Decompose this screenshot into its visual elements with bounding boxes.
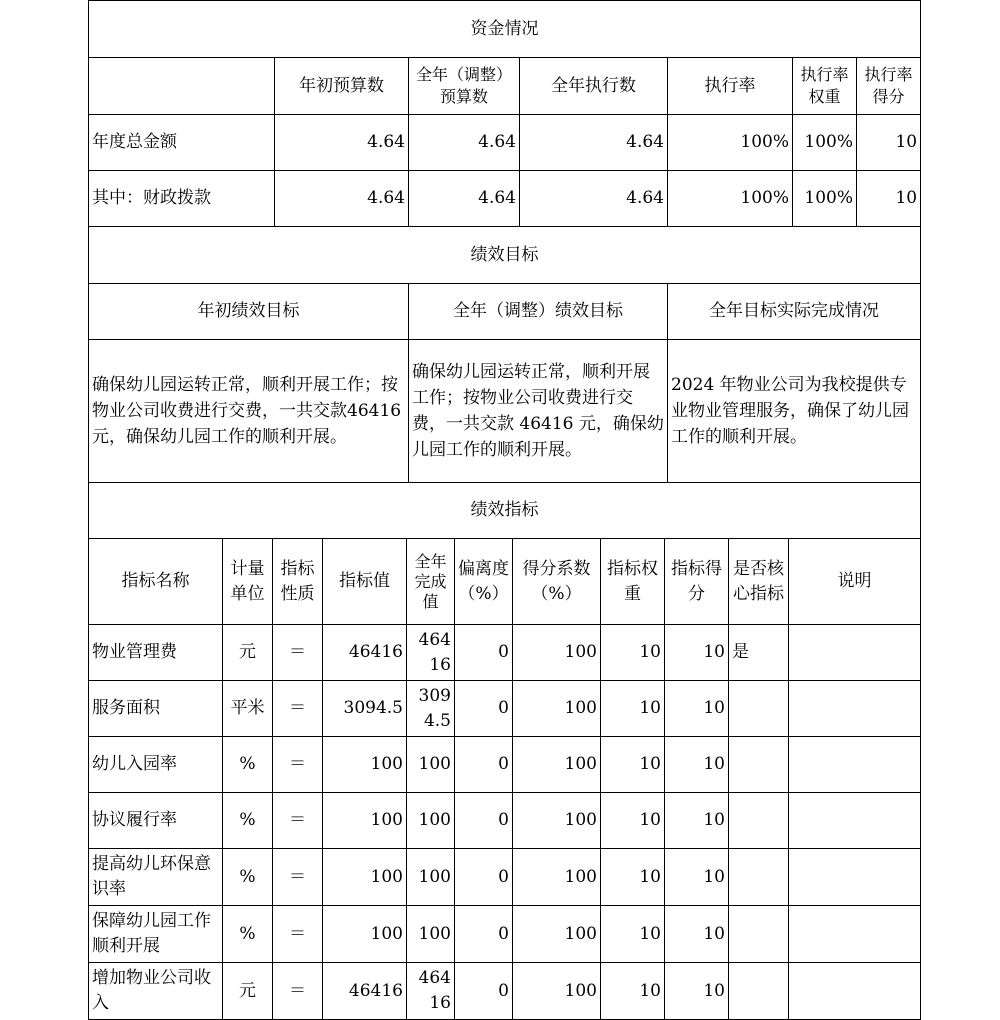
ind-weight: 10 [601, 906, 665, 963]
ind-note [789, 906, 921, 963]
ind-unit: 平米 [223, 681, 273, 737]
ind-deviation: 0 [455, 793, 513, 849]
ind-deviation: 0 [455, 963, 513, 1020]
ind-header-deviation: 偏离度（%） [455, 539, 513, 625]
ind-score: 10 [665, 681, 729, 737]
funds-row-adjusted: 4.64 [409, 115, 520, 171]
table-row [89, 793, 921, 849]
ind-weight: 10 [601, 963, 665, 1020]
ind-coefficient: 100 [513, 906, 601, 963]
ind-header-coefficient: 得分系数（%） [513, 539, 601, 625]
ind-note [789, 793, 921, 849]
ind-header-name: 指标名称 [89, 539, 223, 625]
funds-row-executed: 4.64 [520, 115, 668, 171]
ind-coefficient: 100 [513, 625, 601, 681]
funds-header-blank [89, 58, 275, 115]
ind-weight: 10 [601, 849, 665, 906]
goals-actual-text: 2024 年物业公司为我校提供专业物业管理服务，确保了幼儿园工作的顺利开展。 [668, 340, 921, 483]
ind-unit: % [223, 849, 273, 906]
table-row [89, 906, 921, 963]
ind-header-unit: 计量单位 [223, 539, 273, 625]
funds-row [89, 171, 921, 227]
funds-row-score: 10 [857, 171, 921, 227]
funds-row-weight: 100% [793, 171, 857, 227]
ind-header-value: 指标值 [323, 539, 407, 625]
table-row [89, 681, 921, 737]
ind-deviation: 0 [455, 906, 513, 963]
ind-name: 保障幼儿园工作顺利开展 [89, 906, 223, 963]
ind-nature: ＝ [273, 849, 323, 906]
ind-score: 10 [665, 906, 729, 963]
ind-note [789, 963, 921, 1020]
goals-table [88, 226, 921, 483]
ind-header-weight: 指标权重 [601, 539, 665, 625]
ind-header-score: 指标得分 [665, 539, 729, 625]
ind-core [729, 737, 789, 793]
ind-nature: ＝ [273, 737, 323, 793]
ind-deviation: 0 [455, 625, 513, 681]
ind-deviation: 0 [455, 737, 513, 793]
table-row [89, 849, 921, 906]
ind-core [729, 963, 789, 1020]
ind-completed: 46416 [407, 963, 455, 1020]
indicators-section-title: 绩效指标 [89, 483, 921, 539]
ind-value: 46416 [323, 625, 407, 681]
ind-name: 协议履行率 [89, 793, 223, 849]
goals-header-initial: 年初绩效目标 [89, 284, 409, 340]
ind-value: 100 [323, 737, 407, 793]
ind-coefficient: 100 [513, 681, 601, 737]
funds-row-initial: 4.64 [275, 115, 409, 171]
goals-adjusted-text: 确保幼儿园运转正常，顺利开展工作；按物业公司收费进行交费，一共交款 46416 元，确保幼儿园工作的顺利开展。 [409, 340, 668, 483]
funds-row-score: 10 [857, 115, 921, 171]
funds-header-executed: 全年执行数 [520, 58, 668, 115]
ind-nature: ＝ [273, 906, 323, 963]
ind-core [729, 793, 789, 849]
ind-coefficient: 100 [513, 963, 601, 1020]
ind-unit: % [223, 793, 273, 849]
ind-weight: 10 [601, 625, 665, 681]
ind-header-completed: 全年完成值 [407, 539, 455, 625]
funds-header-initial: 年初预算数 [275, 58, 409, 115]
ind-score: 10 [665, 963, 729, 1020]
ind-name: 幼儿入园率 [89, 737, 223, 793]
ind-note [789, 681, 921, 737]
ind-score: 10 [665, 849, 729, 906]
goals-initial-text: 确保幼儿园运转正常，顺利开展工作；按物业公司收费进行交费，一共交款46416元，确保幼儿园工作的顺利开展。 [89, 340, 409, 483]
funds-header-weight: 执行率权重 [793, 58, 857, 115]
ind-nature: ＝ [273, 625, 323, 681]
ind-weight: 10 [601, 681, 665, 737]
performance-report-table [88, 0, 921, 1020]
table-row [89, 625, 921, 681]
funds-row-weight: 100% [793, 115, 857, 171]
ind-nature: ＝ [273, 963, 323, 1020]
funds-row-initial: 4.64 [275, 171, 409, 227]
table-row [89, 737, 921, 793]
ind-deviation: 0 [455, 849, 513, 906]
funds-row-label: 其中：财政拨款 [89, 171, 275, 227]
funds-header-rate: 执行率 [668, 58, 793, 115]
funds-row-label: 年度总金额 [89, 115, 275, 171]
ind-note [789, 849, 921, 906]
ind-score: 10 [665, 793, 729, 849]
ind-value: 46416 [323, 963, 407, 1020]
ind-header-nature: 指标性质 [273, 539, 323, 625]
funds-row-executed: 4.64 [520, 171, 668, 227]
ind-deviation: 0 [455, 681, 513, 737]
funds-section-title: 资金情况 [89, 1, 921, 58]
goals-header-adjusted: 全年（调整）绩效目标 [409, 284, 668, 340]
ind-weight: 10 [601, 793, 665, 849]
ind-completed: 100 [407, 906, 455, 963]
ind-nature: ＝ [273, 793, 323, 849]
ind-unit: 元 [223, 963, 273, 1020]
funds-header-adjusted: 全年（调整）预算数 [409, 58, 520, 115]
funds-row-rate: 100% [668, 171, 793, 227]
ind-note [789, 737, 921, 793]
ind-name: 提高幼儿环保意识率 [89, 849, 223, 906]
ind-unit: % [223, 906, 273, 963]
ind-header-note: 说明 [789, 539, 921, 625]
funds-row [89, 115, 921, 171]
ind-value: 3094.5 [323, 681, 407, 737]
goals-section-title: 绩效目标 [89, 227, 921, 284]
ind-completed: 100 [407, 849, 455, 906]
goals-header-actual: 全年目标实际完成情况 [668, 284, 921, 340]
ind-core [729, 849, 789, 906]
indicators-table [88, 482, 921, 1020]
ind-score: 10 [665, 737, 729, 793]
funds-header-score: 执行率得分 [857, 58, 921, 115]
ind-value: 100 [323, 849, 407, 906]
ind-core: 是 [729, 625, 789, 681]
ind-unit: 元 [223, 625, 273, 681]
funds-row-adjusted: 4.64 [409, 171, 520, 227]
table-row [89, 963, 921, 1020]
ind-value: 100 [323, 793, 407, 849]
ind-completed: 100 [407, 737, 455, 793]
funds-row-rate: 100% [668, 115, 793, 171]
ind-name: 物业管理费 [89, 625, 223, 681]
ind-coefficient: 100 [513, 737, 601, 793]
ind-value: 100 [323, 906, 407, 963]
ind-unit: % [223, 737, 273, 793]
ind-note [789, 625, 921, 681]
ind-name: 增加物业公司收入 [89, 963, 223, 1020]
funds-table [88, 0, 921, 227]
ind-core [729, 681, 789, 737]
ind-core [729, 906, 789, 963]
ind-nature: ＝ [273, 681, 323, 737]
ind-score: 10 [665, 625, 729, 681]
ind-completed: 46416 [407, 625, 455, 681]
ind-header-core: 是否核心指标 [729, 539, 789, 625]
ind-completed: 100 [407, 793, 455, 849]
ind-coefficient: 100 [513, 793, 601, 849]
ind-coefficient: 100 [513, 849, 601, 906]
ind-weight: 10 [601, 737, 665, 793]
ind-name: 服务面积 [89, 681, 223, 737]
ind-completed: 3094.5 [407, 681, 455, 737]
